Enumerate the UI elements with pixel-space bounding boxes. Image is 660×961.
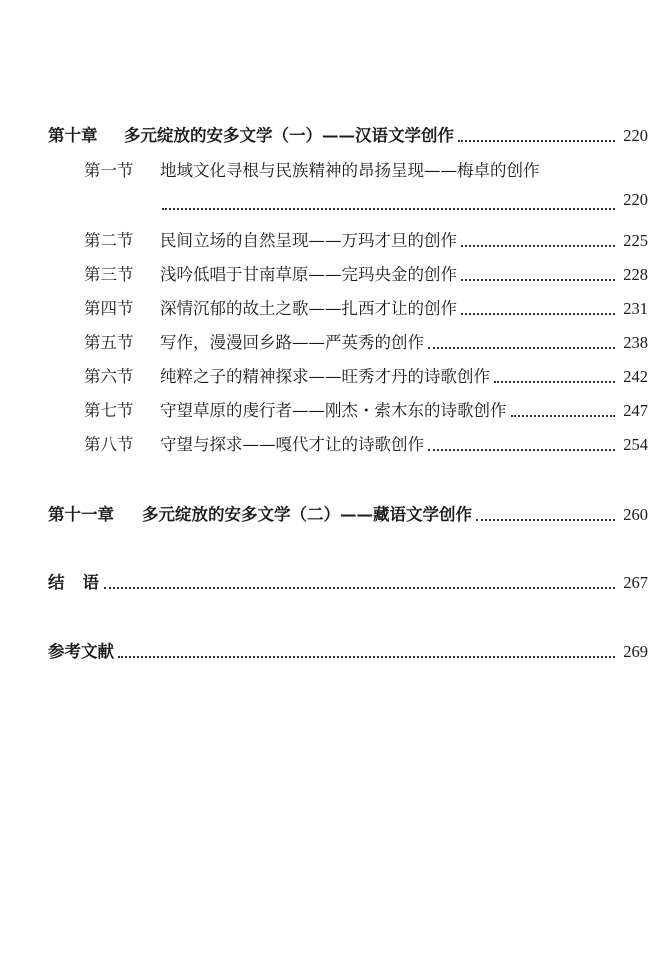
dot-leader (476, 518, 615, 521)
toc-section-7[interactable] (84, 397, 648, 425)
section-heading: 写作，漫漫回乡路——严英秀的创作 (160, 333, 424, 352)
conclusion-heading: 结语 (48, 573, 117, 592)
references-heading: 参考文献 (48, 642, 114, 661)
section-heading: 地域文化寻根与民族精神的昂扬呈现——梅卓的创作 (160, 161, 540, 180)
section-title (84, 363, 490, 387)
chapter-title (48, 501, 472, 525)
section-heading: 守望草原的虔行者——刚杰・索木东的诗歌创作 (160, 401, 507, 420)
page-number: 231 (623, 299, 648, 318)
section-title (84, 329, 424, 353)
section-number: 第五节 (84, 333, 134, 352)
toc-chapter-10[interactable] (48, 122, 648, 150)
page-number: 254 (623, 435, 648, 454)
section-number: 第六节 (84, 367, 134, 386)
toc-section-1-continuation[interactable] (162, 190, 648, 218)
section-heading: 深情沉郁的故土之歌——扎西才让的创作 (160, 299, 457, 318)
dot-leader (461, 278, 615, 281)
section-title (84, 227, 457, 251)
toc-section-5[interactable] (84, 329, 648, 357)
toc-references[interactable] (48, 638, 648, 666)
dot-leader (104, 586, 615, 589)
section-number: 第八节 (84, 435, 134, 454)
page-number: 247 (623, 401, 648, 420)
toc-section-1[interactable] (84, 157, 648, 185)
page-number: 267 (623, 573, 648, 592)
section-number: 第二节 (84, 231, 134, 250)
section-heading: 守望与探求——嘎代才让的诗歌创作 (160, 435, 424, 454)
chapter-number: 第十一章 (48, 505, 114, 524)
section-number: 第三节 (84, 265, 134, 284)
dot-leader (428, 448, 615, 451)
chapter-title (48, 122, 454, 146)
page-number: 260 (623, 505, 648, 524)
page-number: 238 (623, 333, 648, 352)
conclusion-title (48, 569, 117, 593)
chapter-heading: 多元绽放的安多文学（二）——藏语文学创作 (142, 505, 472, 524)
toc-chapter-11[interactable] (48, 501, 648, 529)
toc-section-3[interactable] (84, 261, 648, 289)
page-number: 225 (623, 231, 648, 250)
section-heading: 民间立场的自然呈现——万玛才旦的创作 (160, 231, 457, 250)
page-number: 228 (623, 265, 648, 284)
section-title (84, 431, 424, 455)
toc-section-2[interactable] (84, 227, 648, 255)
page-number: 242 (623, 367, 648, 386)
dot-leader (494, 380, 615, 383)
chapter-number: 第十章 (48, 126, 98, 145)
toc-section-6[interactable] (84, 363, 648, 391)
dot-leader (428, 346, 615, 349)
page-number: 269 (623, 642, 648, 661)
section-title (84, 397, 507, 421)
page-number: 220 (623, 126, 648, 145)
toc-section-4[interactable] (84, 295, 648, 323)
dot-leader (511, 414, 616, 417)
toc-section-8[interactable] (84, 431, 648, 459)
section-title (84, 295, 457, 319)
dot-leader (461, 244, 615, 247)
section-heading: 纯粹之子的精神探求——旺秀才丹的诗歌创作 (160, 367, 490, 386)
section-heading: 浅吟低唱于甘南草原——完玛央金的创作 (160, 265, 457, 284)
section-number: 第七节 (84, 401, 134, 420)
dot-leader (118, 655, 615, 658)
dot-leader (162, 207, 615, 210)
dot-leader (458, 139, 615, 142)
section-title (84, 261, 457, 285)
section-number: 第一节 (84, 161, 134, 180)
section-title (84, 157, 540, 181)
dot-leader (461, 312, 615, 315)
section-number: 第四节 (84, 299, 134, 318)
page-number: 220 (623, 190, 648, 209)
chapter-heading: 多元绽放的安多文学（一）——汉语文学创作 (124, 126, 454, 145)
toc-conclusion[interactable] (48, 569, 648, 597)
